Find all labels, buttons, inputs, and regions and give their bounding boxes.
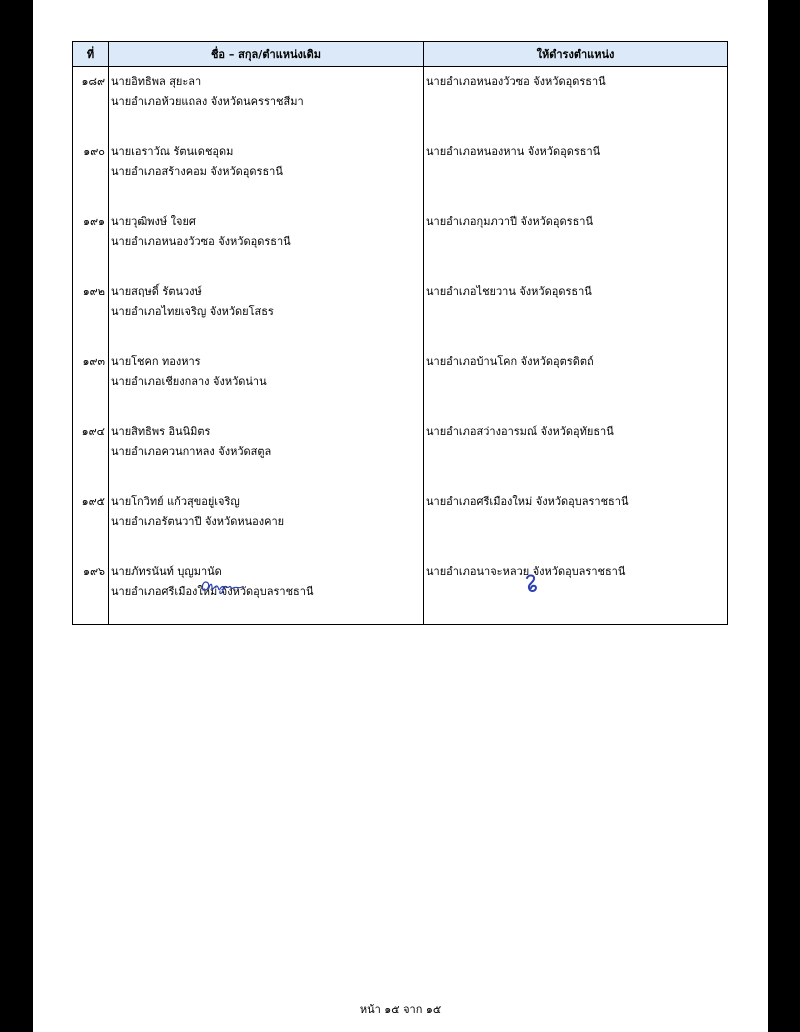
new-position-cell <box>424 557 728 625</box>
new-position: นายอำเภอหนองวัวซอ จังหวัดอุดรธานี <box>426 75 606 88</box>
row-number: ๑๙๓ <box>73 347 109 417</box>
table-row <box>73 557 728 625</box>
table-row <box>73 277 728 347</box>
column-header-name-old-position: ชื่อ – สกุล/ตำแหน่งเดิม <box>109 42 424 67</box>
person-name: นายโกวิทย์ แก้วสุขอยู่เจริญ <box>111 495 240 508</box>
name-cell <box>109 207 424 277</box>
row-number: ๑๙๒ <box>73 277 109 347</box>
name-cell <box>109 417 424 487</box>
new-position: นายอำเภอกุมภวาปี จังหวัดอุดรธานี <box>426 215 593 228</box>
table-row <box>73 417 728 487</box>
row-number: ๑๙๕ <box>73 487 109 557</box>
new-position-cell <box>424 277 728 347</box>
old-position: นายอำเภอศรีเมืองใหม่ จังหวัดอุบลราชธานี <box>111 585 314 598</box>
old-position: นายอำเภอหนองวัวซอ จังหวัดอุดรธานี <box>111 235 291 248</box>
name-cell <box>109 557 424 625</box>
table-row <box>73 347 728 417</box>
column-header-new-position: ให้ดำรงตำแหน่ง <box>424 42 728 67</box>
name-cell <box>109 277 424 347</box>
old-position: นายอำเภอสร้างคอม จังหวัดอุดรธานี <box>111 165 283 178</box>
handwritten-initials-left <box>200 576 246 596</box>
new-position: นายอำเภอบ้านโคก จังหวัดอุตรดิตถ์ <box>426 355 594 368</box>
new-position-cell <box>424 347 728 417</box>
new-position: นายอำเภอสว่างอารมณ์ จังหวัดอุทัยธานี <box>426 425 614 438</box>
row-number: ๑๙๔ <box>73 417 109 487</box>
person-name: นายวุฒิพงษ์ ใจยศ <box>111 215 196 228</box>
person-name: นายภัทรนันท์ บุญมานัด <box>111 565 222 578</box>
new-position-cell <box>424 137 728 207</box>
column-header-number: ที่ <box>73 42 109 67</box>
old-position: นายอำเภอรัตนวาปี จังหวัดหนองคาย <box>111 515 285 528</box>
name-cell <box>109 347 424 417</box>
new-position-cell <box>424 67 728 138</box>
new-position: นายอำเภอศรีเมืองใหม่ จังหวัดอุบลราชธานี <box>426 495 629 508</box>
old-position: นายอำเภอไทยเจริญ จังหวัดยโสธร <box>111 305 274 318</box>
document-page <box>33 0 768 1032</box>
old-position: นายอำเภอควนกาหลง จังหวัดสตูล <box>111 445 272 458</box>
new-position-cell <box>424 417 728 487</box>
handwritten-initial-right <box>523 573 541 595</box>
row-number: ๑๙๖ <box>73 557 109 625</box>
appointment-table <box>72 41 728 625</box>
name-cell <box>109 67 424 138</box>
new-position-cell <box>424 207 728 277</box>
old-position: นายอำเภอห้วยแถลง จังหวัดนครราชสีมา <box>111 95 304 108</box>
person-name: นายเอราวัณ รัตนเดชอุดม <box>111 145 234 158</box>
page-number-footer: หน้า ๑๕ จาก ๑๕ <box>359 1003 442 1016</box>
new-position: นายอำเภอนาจะหลวย จังหวัดอุบลราชธานี <box>426 565 626 578</box>
row-number: ๑๙๐ <box>73 137 109 207</box>
table-row <box>73 67 728 138</box>
row-number: ๑๙๑ <box>73 207 109 277</box>
new-position: นายอำเภอไชยวาน จังหวัดอุดรธานี <box>426 285 592 298</box>
name-cell <box>109 487 424 557</box>
table-row <box>73 207 728 277</box>
person-name: นายโชคก ทองหาร <box>111 355 201 368</box>
person-name: นายสิทธิพร อินนิมิตร <box>111 425 211 438</box>
new-position: นายอำเภอหนองหาน จังหวัดอุดรธานี <box>426 145 601 158</box>
old-position: นายอำเภอเชียงกลาง จังหวัดน่าน <box>111 375 267 388</box>
new-position-cell <box>424 487 728 557</box>
name-cell <box>109 137 424 207</box>
table-header-row <box>73 42 728 67</box>
table-row <box>73 487 728 557</box>
row-number: ๑๘๙ <box>73 67 109 138</box>
person-name: นายสฤษดิ์ รัตนวงษ์ <box>111 285 202 298</box>
table-row <box>73 137 728 207</box>
person-name: นายอิทธิพล สุยะลา <box>111 75 202 88</box>
